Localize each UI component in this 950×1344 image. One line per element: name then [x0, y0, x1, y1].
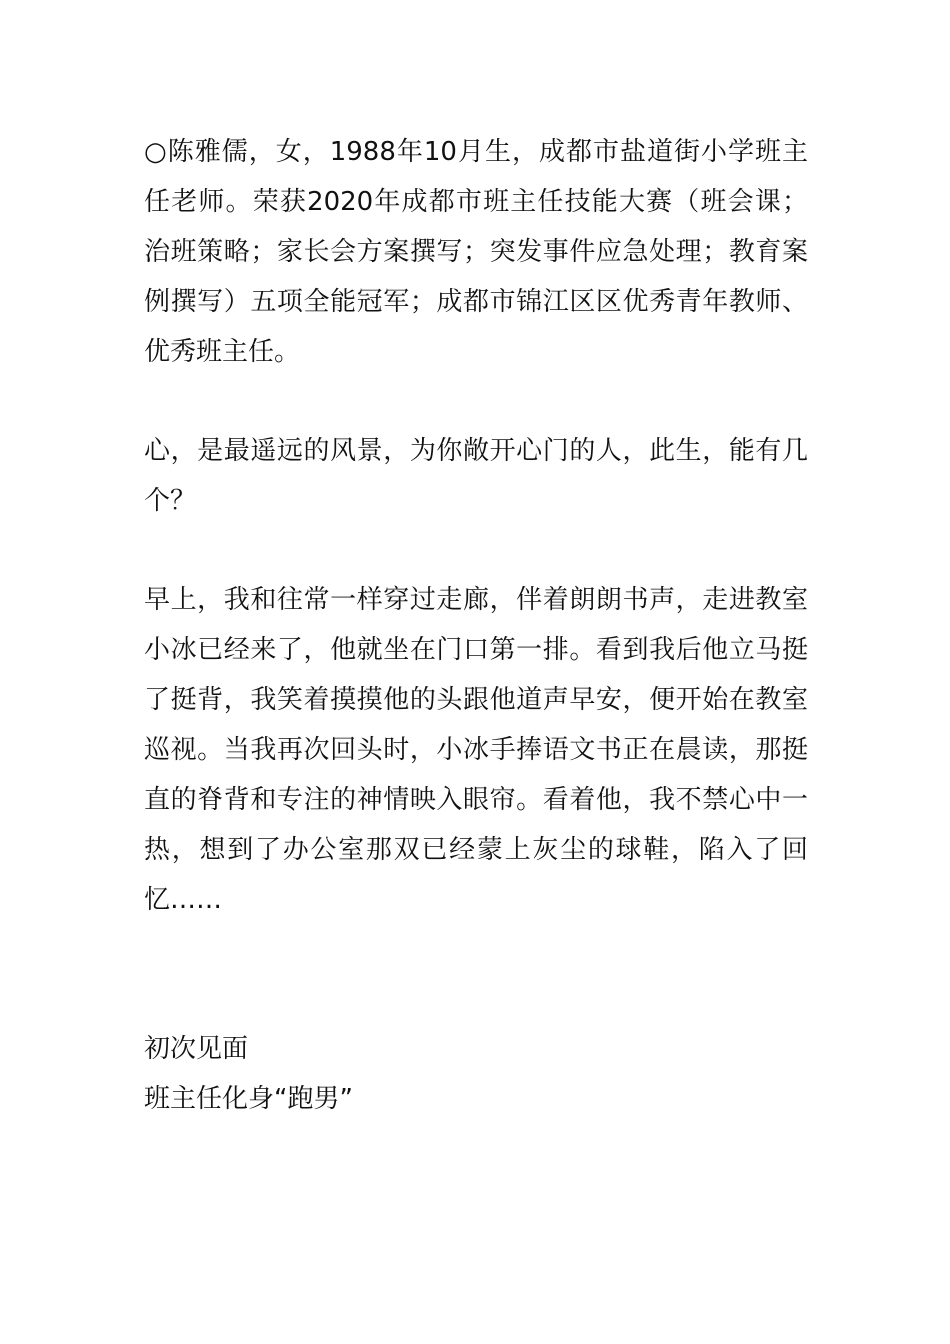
- paragraph-spacer: [144, 526, 808, 575]
- story-paragraph: 早上，我和往常一样穿过走廊，伴着朗朗书声，走进教室小冰已经来了，他就坐在门口第一排。看到我后他立马挺了挺背，我笑着摸摸他的头跟他道声早安，便开始在教室巡视。当我再次回头时，小冰手捧语文书正在晨读，那挺直的脊背和专注的神情映入眼帘。看着他，我不禁心中一热，想到了办公室那双已经蒙上灰尘的球鞋，陷入了回忆……: [144, 585, 808, 915]
- paragraph-spacer: [144, 377, 808, 426]
- author-bio-paragraph: ○陈雅儒，女，1988年10月生，成都市盐道街小学班主任老师。荣获2020年成都市班主任技能大赛（班会课；治班策略；家长会方案撰写；突发事件应急处理；教育案例撰写）五项全能冠军；成都市锦江区区优秀青年教师、优秀班主任。: [144, 137, 808, 367]
- document-body: [144, 127, 808, 1124]
- section-title: 初次见面: [144, 1034, 249, 1064]
- section-subtitle: 班主任化身“跑男”: [144, 1084, 353, 1114]
- paragraph-spacer: [144, 925, 808, 1024]
- quote-paragraph: 心，是最遥远的风景，为你敞开心门的人，此生，能有几个？: [144, 436, 808, 516]
